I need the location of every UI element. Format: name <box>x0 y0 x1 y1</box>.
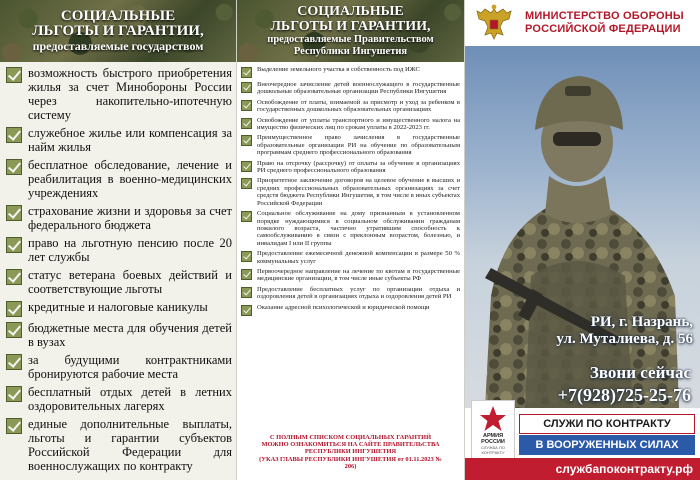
footnote-line: (УКАЗ ГЛАВЫ РЕСПУБЛИКИ ИНГУШЕТИЯ от 01.11.2023 № <box>259 455 442 463</box>
list-item <box>6 268 232 296</box>
checkmark-icon <box>241 82 252 93</box>
contract-service-banner: СЛУЖИ ПО КОНТРАКТУ <box>519 414 695 434</box>
checkmark-icon <box>241 135 252 146</box>
soldier-image <box>465 46 700 408</box>
benefit-text: бесплатный отдых детей в летних оздоровительных лагерях <box>28 385 232 413</box>
benefit-text: Освобождение от уплаты транспортного и имущественного налога на имущество физических лиц по срокам уплаты в 2022-2023 гг. <box>257 116 460 132</box>
checkmark-icon <box>241 67 252 78</box>
checkmark-icon <box>241 161 252 172</box>
benefit-text: Выделение земельного участка в собственность под ИЖС <box>257 66 420 73</box>
recruitment-address <box>556 314 693 348</box>
list-item <box>241 210 460 247</box>
checkmark-icon <box>6 237 22 253</box>
list-item <box>6 204 232 232</box>
benefit-text: страхование жизни и здоровья за счет федерального бюджета <box>28 204 232 232</box>
list-item <box>241 286 460 301</box>
benefit-text: бесплатное обследование, лечение и реабилитация в военно-медицинских учреждениях <box>28 158 232 200</box>
logo-text-line1: АРМИЯ <box>482 433 504 439</box>
regional-benefits-panel <box>236 0 464 480</box>
list-item <box>6 321 232 349</box>
checkmark-icon <box>6 67 22 83</box>
regional-benefits-header <box>237 0 464 62</box>
list-item <box>241 268 460 283</box>
address-line2: ул. Муталиева, д. 56 <box>556 331 693 347</box>
list-item <box>241 81 460 96</box>
checkmark-icon <box>6 322 22 338</box>
address-line1: РИ, г. Назрань, <box>590 314 693 330</box>
regional-benefits-list <box>237 62 464 316</box>
header-subtitle-line1: предоставляемые Правительством <box>267 34 434 45</box>
double-headed-eagle-icon <box>473 3 515 43</box>
checkmark-icon <box>6 159 22 175</box>
ministry-title <box>525 10 684 36</box>
checkmark-icon <box>241 118 252 129</box>
list-item <box>241 66 460 78</box>
website-link[interactable]: службапоконтракту.рф <box>465 458 700 480</box>
header-title-line1: СОЦИАЛЬНЫЕ <box>297 4 404 19</box>
soldier-poster <box>465 46 700 408</box>
benefit-text: возможность быстрого приобретения жилья за счет Минобороны России через накопительно-ипотечную систему <box>28 66 232 122</box>
checkmark-icon <box>241 251 252 262</box>
list-item <box>6 236 232 264</box>
benefit-text: единые дополнительные выплаты, льготы и гарантии субъектов Российской Федерации для военнослужащих по контракту <box>28 417 232 473</box>
checkmark-icon <box>6 205 22 221</box>
benefit-text: Предоставление ежемесячной денежной компенсации в размере 50 % коммунальных услуг <box>257 250 460 265</box>
list-item <box>6 300 232 317</box>
benefit-text: Первоочередное направление на лечение по квотам в государственные медицинские организации, в том числе иные субъекты РФ <box>257 267 460 283</box>
checkmark-icon <box>241 100 252 111</box>
checkmark-icon <box>241 269 252 280</box>
benefit-text: Приоритетное заключение договоров на целевое обучение в высших и средних профессиональных образовательных организациях за счет средств бюджета Республики Ингушетия, в том числе в иных субъектах Российской Федерации <box>257 177 460 207</box>
list-item <box>241 250 460 265</box>
checkmark-icon <box>241 211 252 222</box>
header-title-line1: СОЦИАЛЬНЫЕ <box>60 8 176 24</box>
checkmark-icon <box>6 269 22 285</box>
decree-footnote <box>243 434 458 470</box>
benefit-text: Внеочередное зачисление детей военнослужащего в государственные дошкольные образовательные организации Республики Ингушетия <box>257 81 460 96</box>
call-now-label: Звони сейчас <box>589 363 691 382</box>
logo-text-line2: РОССИИ <box>481 439 505 445</box>
list-item <box>6 385 232 413</box>
checkmark-icon <box>6 301 22 317</box>
benefit-text: статус ветерана боевых действий и соответствующие льготы <box>28 268 232 296</box>
benefit-text: Преимущественное право зачисления в государственные образовательные организации РИ на обучение по образовательным программам среднего профессионального образования <box>257 134 460 157</box>
list-item <box>6 417 232 473</box>
list-item <box>241 134 460 156</box>
benefit-text: Предоставление бесплатных услуг по организации отдыха и оздоровления детей в организациях отдыха и оздоровления детей РИ <box>257 285 460 301</box>
list-item <box>241 99 460 114</box>
checkmark-icon <box>6 127 22 143</box>
benefit-text: Освобождение от платы, взимаемой за присмотр и уход за ребенком в государственных дошкольных образовательных организациях <box>257 98 460 114</box>
federal-benefits-list <box>0 62 236 473</box>
logo-text-line3: СЛУЖБА ПО КОНТРАКТУ <box>481 445 505 455</box>
checkmark-icon <box>241 305 252 316</box>
federal-benefits-header <box>0 0 236 62</box>
armed-forces-banner: В ВООРУЖЕННЫХ СИЛАХ <box>519 435 695 455</box>
list-item <box>241 117 460 132</box>
header-subtitle-line2: Республики Ингушетия <box>293 46 408 57</box>
checkmark-icon <box>6 386 22 402</box>
list-item <box>6 66 232 122</box>
ministry-title-line1: МИНИСТЕРСТВО ОБОРОНЫ <box>525 10 684 22</box>
header-title-line2: ЛЬГОТЫ И ГАРАНТИИ, <box>32 23 204 39</box>
list-item <box>241 160 460 175</box>
benefit-text: право на льготную пенсию после 20 лет службы <box>28 236 232 264</box>
footnote-line: РЕСПУБЛИКИ ИНГУШЕТИЯ <box>304 448 397 456</box>
list-item <box>6 158 232 200</box>
list-item <box>6 126 232 154</box>
benefit-text: за будущими контрактниками бронируются рабочие места <box>28 353 232 381</box>
benefit-text: Право на отсрочку (рассрочку) от оплаты за обучение в организациях РИ среднего профессионального образования <box>257 159 460 175</box>
red-star-icon <box>479 405 507 433</box>
checkmark-icon <box>241 287 252 298</box>
header-subtitle: предоставляемые государством <box>32 39 204 53</box>
list-item <box>6 353 232 381</box>
benefit-text: Социальное обслуживание на дому признанным в установленном порядке нуждающимися в социальном обслуживании гражданам пожилого возраста, частично утратившим способность к самообслуживанию в связи с преклонным возрастом, болезнью, и инвалидам I или II группы <box>257 210 460 247</box>
list-item <box>241 304 460 316</box>
benefit-text: служебное жилье или компенсация за найм жилья <box>28 126 232 154</box>
checkmark-icon <box>6 354 22 370</box>
list-item <box>241 177 460 207</box>
checkmark-icon <box>241 178 252 189</box>
footnote-line: МОЖНО ОЗНАКОМИТЬСЯ НА САЙТЕ ПРАВИТЕЛЬСТВА <box>261 441 440 449</box>
benefit-text: кредитные и налоговые каникулы <box>28 300 208 314</box>
checkmark-icon <box>6 418 22 434</box>
benefit-text: бюджетные места для обучения детей в вузах <box>28 321 232 349</box>
footnote-line: 206) <box>344 462 357 470</box>
benefit-text: Оказание адресной психологической и юридической помощи <box>257 303 430 311</box>
ministry-title-line2: РОССИЙСКОЙ ФЕДЕРАЦИИ <box>525 23 681 35</box>
phone-number[interactable]: +7(928)725-25-76 <box>557 385 691 405</box>
header-title-line2: ЛЬГОТЫ И ГАРАНТИИ, <box>270 19 431 34</box>
ministry-banner <box>465 0 700 46</box>
recruitment-poster-panel <box>464 0 700 480</box>
footnote-line: С ПОЛНЫМ СПИСКОМ СОЦИАЛЬНЫХ ГАРАНТИЙ <box>269 434 432 441</box>
federal-benefits-panel <box>0 0 236 480</box>
